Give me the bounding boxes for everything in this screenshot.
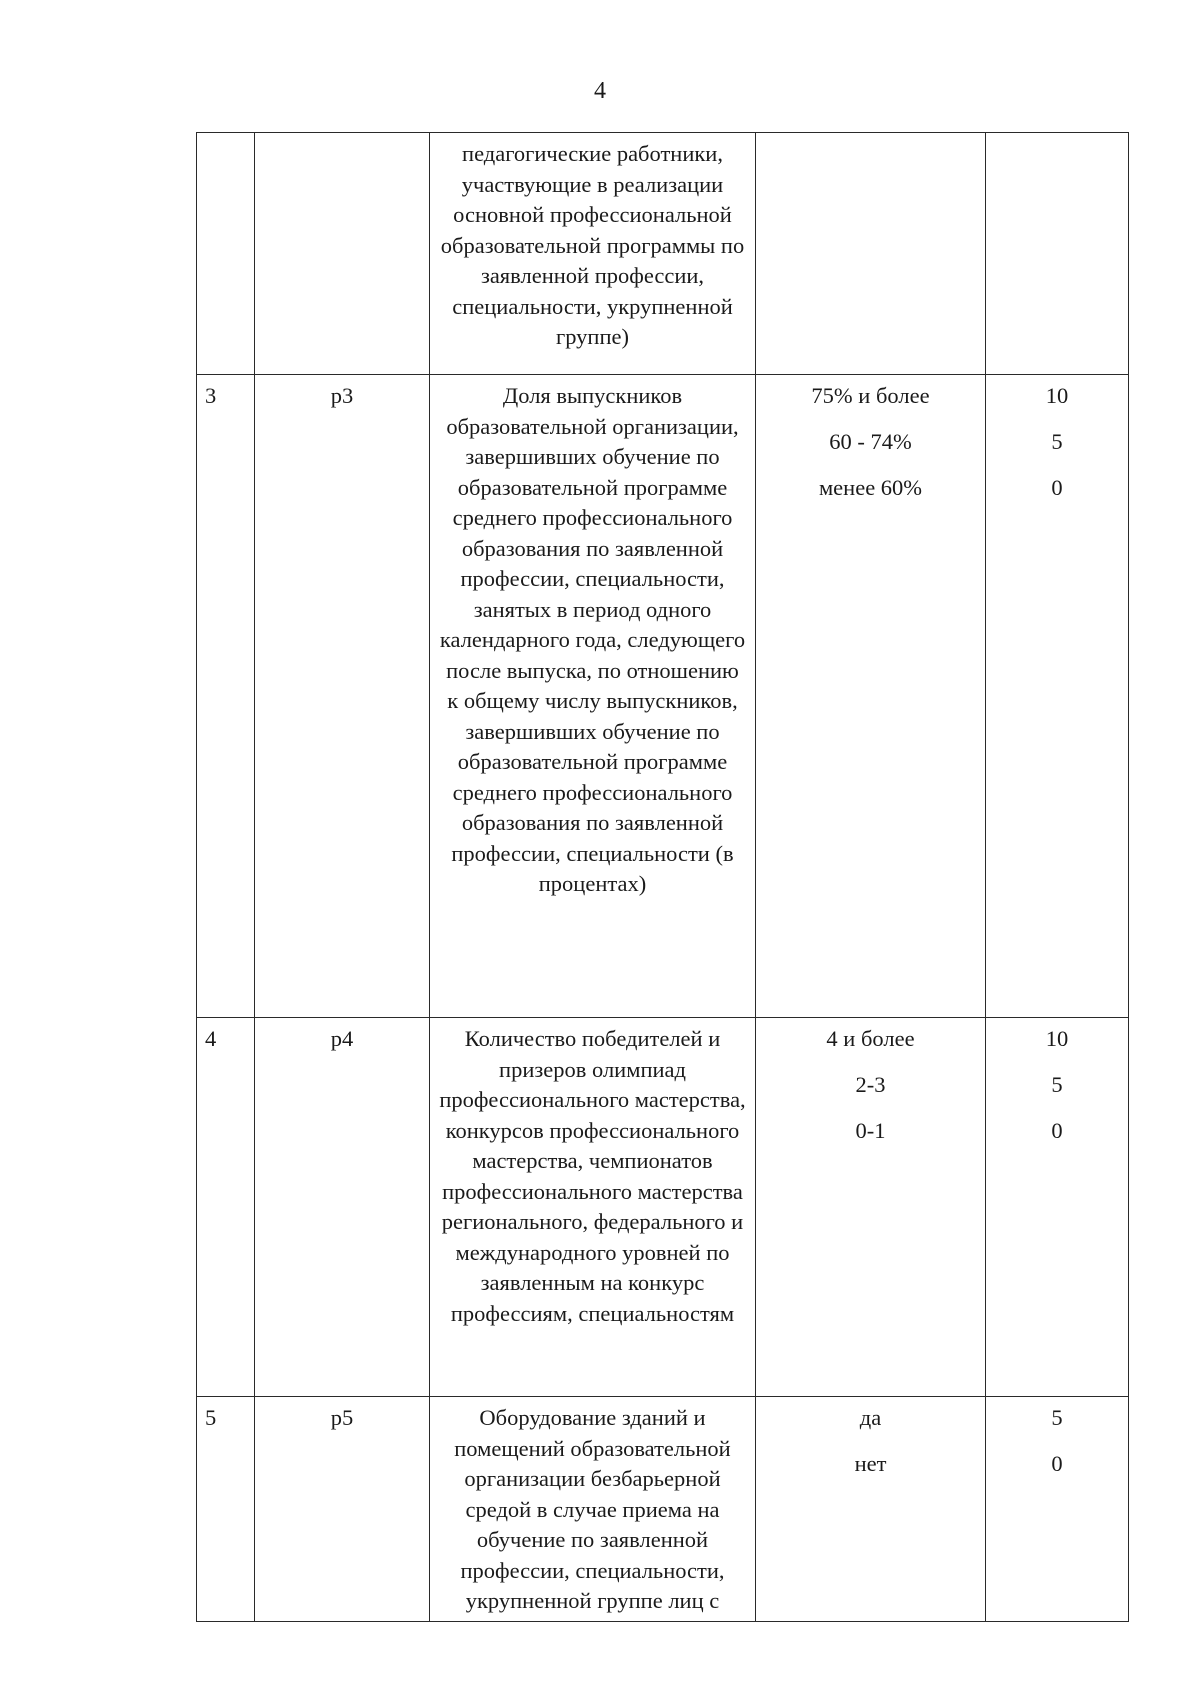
indicator-points-cell bbox=[986, 375, 1129, 1018]
indicator-points-cell bbox=[986, 133, 1129, 375]
value-option: 75% и более bbox=[811, 383, 930, 408]
points-value: 0 bbox=[1051, 1451, 1063, 1476]
value-option: 0-1 bbox=[855, 1118, 886, 1143]
value-option: 60 - 74% bbox=[829, 429, 912, 454]
table-row bbox=[197, 133, 1129, 375]
points-value: 10 bbox=[1045, 1026, 1069, 1051]
table-row bbox=[197, 1397, 1129, 1622]
points-value: 5 bbox=[1051, 1405, 1063, 1430]
criteria-table bbox=[196, 132, 1129, 1622]
points-value: 5 bbox=[1051, 429, 1063, 454]
indicator-values-cell bbox=[756, 1018, 986, 1397]
indicator-description-cell: Количество победителей и призеров олимпиад профессионального мастерства, конкурсов профессионального мастерства, чемпионатов профессионального мастерства регионального, федерального и международного уровней по заявленным на конкурс профессиям, специальностям bbox=[430, 1018, 756, 1397]
indicator-points-cell bbox=[986, 1397, 1129, 1622]
table-row bbox=[197, 375, 1129, 1018]
page-number: 4 bbox=[594, 78, 606, 104]
row-number-cell bbox=[197, 133, 255, 375]
indicator-points-cell bbox=[986, 1018, 1129, 1397]
value-option: 2-3 bbox=[855, 1072, 886, 1097]
row-number-cell: 4 bbox=[197, 1018, 255, 1397]
indicator-values-cell bbox=[756, 133, 986, 375]
points-value: 10 bbox=[1045, 383, 1069, 408]
points-value: 5 bbox=[1051, 1072, 1063, 1097]
indicator-code-cell: р5 bbox=[255, 1397, 430, 1622]
value-option: нет bbox=[854, 1451, 887, 1476]
indicator-values-cell bbox=[756, 375, 986, 1018]
row-number-cell: 3 bbox=[197, 375, 255, 1018]
value-option: да bbox=[859, 1405, 882, 1430]
points-value: 0 bbox=[1051, 475, 1063, 500]
value-option: менее 60% bbox=[818, 475, 923, 500]
indicator-description-cell: педагогические работники, участвующие в реализации основной профессиональной образовательной программы по заявленной профессии, специальности, укрупненной группе) bbox=[430, 133, 756, 375]
points-value: 0 bbox=[1051, 1118, 1063, 1143]
row-number-cell: 5 bbox=[197, 1397, 255, 1622]
table-row bbox=[197, 1018, 1129, 1397]
indicator-code-cell: р4 bbox=[255, 1018, 430, 1397]
value-option: 4 и более bbox=[826, 1026, 915, 1051]
indicator-code-cell bbox=[255, 133, 430, 375]
indicator-code-cell: р3 bbox=[255, 375, 430, 1018]
indicator-description-cell: Доля выпускников образовательной организации, завершивших обучение по образовательной программе среднего профессионального образования по заявленной профессии, специальности, занятых в период одного календарного года, следующего после выпуска, по отношению к общему числу выпускников, завершивших обучение по образовательной программе среднего профессионального образования по заявленной профессии, специальности (в процентах) bbox=[430, 375, 756, 1018]
indicator-values-cell bbox=[756, 1397, 986, 1622]
indicator-description-cell: Оборудование зданий и помещений образовательной организации безбарьерной средой в случае приема на обучение по заявленной профессии, специальности, укрупненной группе лиц с bbox=[430, 1397, 756, 1622]
